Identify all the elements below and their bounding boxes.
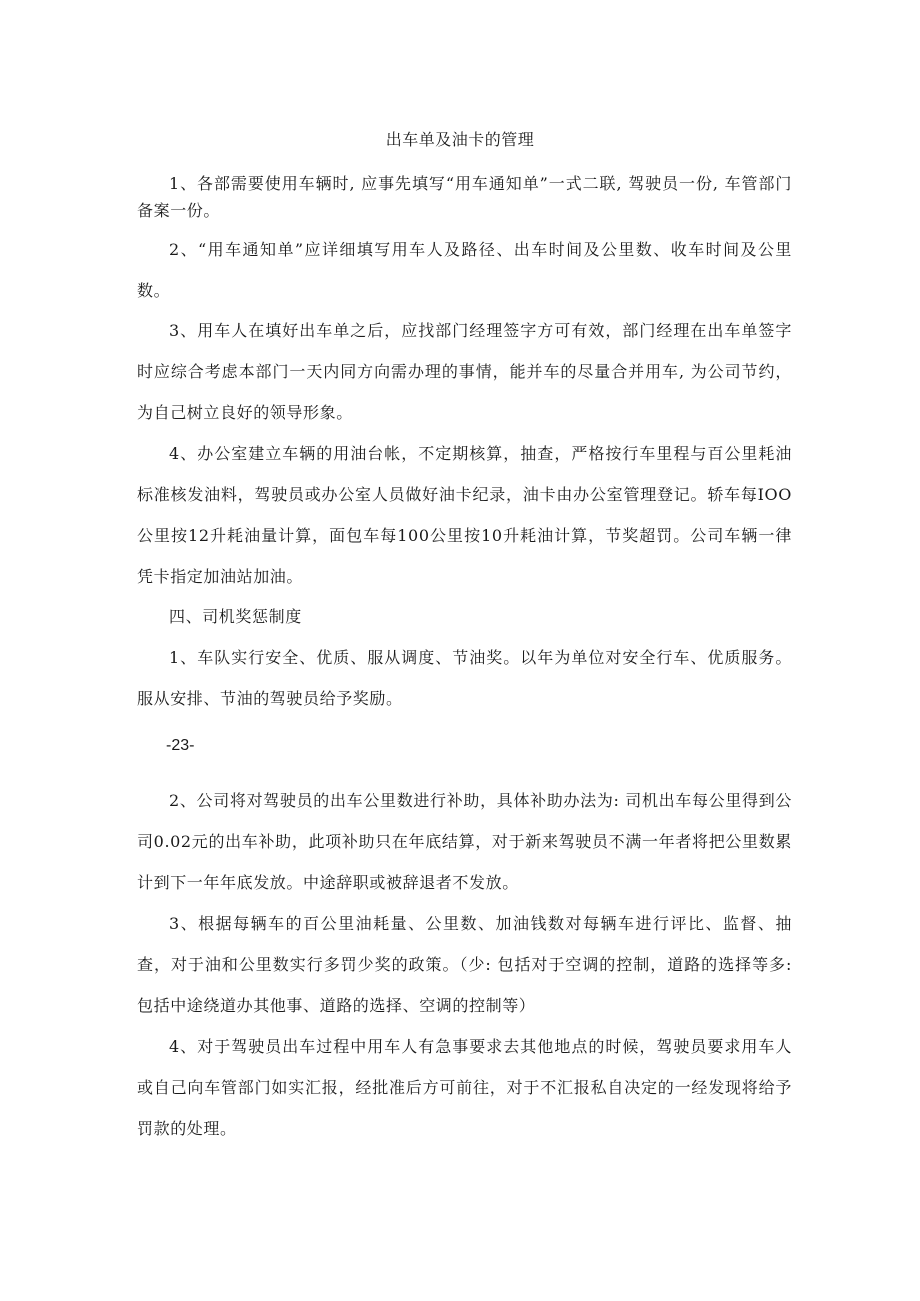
section-heading-driver-rewards: 四、司机奖惩制度 <box>169 607 302 626</box>
paragraph-1: 1、各部需要使用车辆时, 应事先填写“用车通知单”一式二联, 驾驶员一份, 车管部门备案一份。 <box>137 174 792 220</box>
paragraph-7: 3、根据每辆车的百公里油耗量、公里数、加油钱数对每辆车进行评比、监督、抽查，对于油和公里数实行多罚少奖的政策。（少: 包括对于空调的控制，道路的选择等多: 包括中途绕道办其他事、道路的选择、空调的控制等） <box>137 914 792 1015</box>
paragraph-3: 3、用车人在填好出车单之后，应找部门经理签字方可有效，部门经理在出车单签字时应综合考虑本部门一天内同方向需办理的事情，能并车的尽量合并用车, 为公司节约，为自己树立良好的领导形象。 <box>137 321 792 422</box>
paragraph-8: 4、对于驾驶员出车过程中用车人有急事要求去其他地点的时候，驾驶员要求用车人或自己向车管部门如实汇报，经批准后方可前往，对于不汇报私自决定的一经发现将给予罚款的处理。 <box>137 1037 792 1138</box>
page-number: -23- <box>166 737 195 754</box>
document-title: 出车单及油卡的管理 <box>385 130 535 149</box>
paragraph-2: 2、“用车通知单”应详细填写用车人及路径、出车时间及公里数、收车时间及公里数。 <box>137 240 792 300</box>
paragraph-4: 4、办公室建立车辆的用油台帐，不定期核算，抽查，严格按行车里程与百公里耗油标准核发油料，驾驶员或办公室人员做好油卡纪录，油卡由办公室管理登记。轿车每IOO公里按12升耗油量计算，面包车每100公里按10升耗油计算，节奖超罚。公司车辆一律凭卡指定加油站加油。 <box>137 444 792 586</box>
paragraph-5: 1、车队实行安全、优质、服从调度、节油奖。以年为单位对安全行车、优质服务。服从安排、节油的驾驶员给予奖励。 <box>137 648 792 708</box>
paragraph-6: 2、公司将对驾驶员的出车公里数进行补助，具体补助办法为: 司机出车每公里得到公司0.02元的出车补助，此项补助只在年底结算，对于新来驾驶员不满一年者将把公里数累计到下一年年底发放。中途辞职或被辞退者不发放。 <box>137 791 792 892</box>
